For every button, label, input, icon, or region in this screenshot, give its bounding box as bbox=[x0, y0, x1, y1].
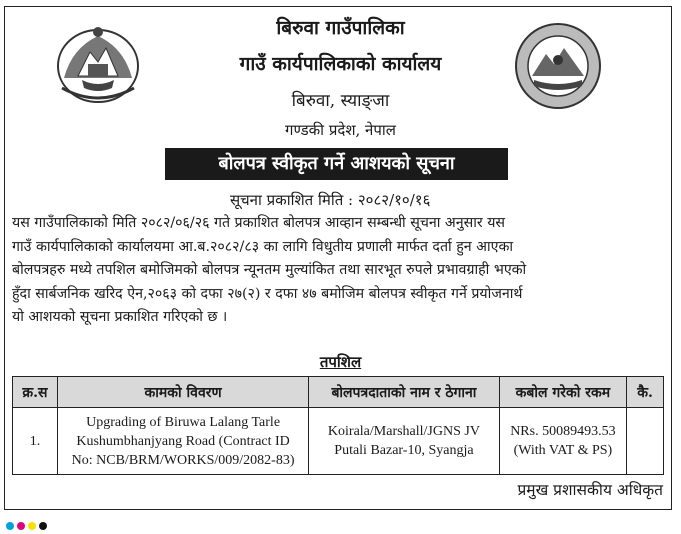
office-location: बिरुवा, स्याङ्जा bbox=[291, 91, 390, 111]
notice-title: बोलपत्र स्वीकृत गर्ने आशयको सूचना bbox=[165, 148, 508, 180]
body-line: यस गाउँपालिकाको मिति २०८२/०६/२६ गते प्रकाशित बोलपत्र आव्हान सम्बन्धी सूचना अनुसार यस bbox=[12, 215, 506, 231]
work-line: Upgrading of Biruwa Lalang Tarle bbox=[86, 414, 281, 430]
body-line: बोलपत्रहरु मध्ये तपशिल बमोजिमको बोलपत्र न्यूनतम मुल्यांकित तथा सारभूत रुपले प्रभावग्राही भएको bbox=[12, 262, 527, 279]
bidder-line: Putali Bazar-10, Syangja bbox=[334, 443, 474, 458]
bid-table bbox=[12, 376, 664, 475]
office-name: गाउँ कार्यपालिकाको कार्यालय bbox=[239, 53, 442, 75]
black-mark-icon bbox=[39, 522, 47, 530]
col-sn-header: क्र.स bbox=[13, 377, 58, 408]
work-line: Kushumbhanjyang Road (Contract ID bbox=[76, 433, 290, 449]
cyan-mark-icon bbox=[6, 522, 14, 530]
schedule-heading: तपशिल bbox=[319, 353, 362, 371]
body-line: यो आशयको सूचना प्रकाशित गरिएको छ । bbox=[12, 309, 228, 326]
table-header-row bbox=[13, 377, 664, 408]
magenta-mark-icon bbox=[17, 522, 25, 530]
col-bidder-header: बोलपत्रदाताको नाम र ठेगाना bbox=[309, 377, 499, 408]
org-name: बिरुवा गाउँपालिका bbox=[276, 17, 405, 39]
signature-title: प्रमुख प्रशासकीय अधिकृत bbox=[517, 481, 663, 499]
amount-line: (With VAT & PS) bbox=[513, 443, 613, 458]
table-row bbox=[13, 408, 664, 475]
col-amount-header: कबोल गरेको रकम bbox=[499, 377, 627, 408]
bidder-line: Koirala/Marshall/JGNS JV bbox=[327, 424, 480, 439]
work-line: No: NCB/BRM/WORKS/009/2082-83) bbox=[71, 452, 295, 468]
cell-amount bbox=[499, 408, 627, 475]
print-color-marks bbox=[6, 515, 50, 523]
province-name: गण्डकी प्रदेश, नेपाल bbox=[285, 121, 396, 139]
yellow-mark-icon bbox=[28, 522, 36, 530]
body-line: हुँदा सार्बजनिक खरिद ऐन,२०६३ को दफा २७(२) र दफा ४७ बमोजिम बोलपत्र स्वीकृत गर्ने प्रयोजनार्थ bbox=[12, 285, 523, 302]
col-remarks-header: कै. bbox=[627, 377, 664, 408]
amount-line: NRs. 50089493.53 bbox=[510, 424, 616, 439]
cell-sn: 1. bbox=[13, 408, 58, 475]
notice-body bbox=[12, 212, 662, 330]
cell-remarks bbox=[627, 408, 664, 475]
cell-bidder bbox=[309, 408, 499, 475]
cell-work bbox=[57, 408, 308, 475]
published-date: सूचना प्रकाशित मिति : २०८२/१०/१६ bbox=[230, 191, 431, 209]
body-line: गाउँ कार्यपालिकाको कार्यालयमा आ.ब.२०८२/८३ का लागि विधुतीय प्रणाली मार्फत दर्ता हुन आएका bbox=[12, 238, 514, 255]
col-work-header: कामको विवरण bbox=[57, 377, 308, 408]
